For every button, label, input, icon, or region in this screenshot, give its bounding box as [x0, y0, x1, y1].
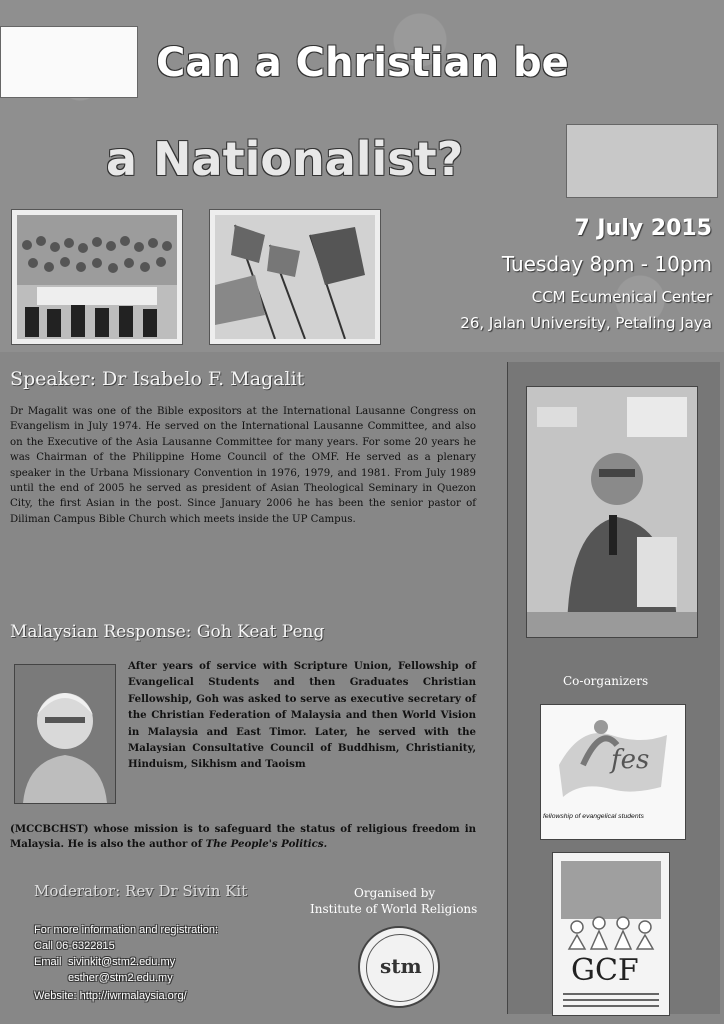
gcf-logo-text: GCF [571, 953, 639, 988]
moderator-heading: Moderator: Rev Dr Sivin Kit [34, 882, 248, 900]
response-bio-full-width [10, 822, 476, 853]
event-date: 7 July 2015 [574, 216, 712, 241]
response-bio-beside-photo: After years of service with Scripture Union, Fellowship of Evangelical Students and then Graduates Christian Fellowship, Goh was asked to serve as executive secretary of the Christian Federation of Malaysia and then World Vision in Malaysia and East Timor. Later, he served with the Malaysian Consultative Council of Buddhism, Christianity, Hinduism, Sikhism and Taoism [128, 660, 476, 771]
response-heading: Malaysian Response: Goh Keat Peng [10, 622, 325, 642]
stm-seal [358, 926, 440, 1008]
organised-by-label: Organised by [354, 886, 436, 900]
flags-photo [210, 210, 380, 344]
contact-website[interactable]: Website: http://iwrmalaysia.org/ [34, 990, 187, 1002]
contact-email-2[interactable]: esther@stm2.edu.my [68, 972, 173, 984]
blank-box-top-left [0, 26, 138, 98]
event-venue: CCM Ecumenical Center [531, 288, 712, 306]
fes-logo-card [540, 704, 686, 840]
poster-title-line2: a Nationalist? [106, 132, 464, 186]
speaker-photo [526, 386, 698, 638]
contact-intro: For more information and registration: [34, 924, 219, 936]
response-bio-tail: (MCCBCHST) whose mission is to safeguard the status of religious freedom in Malaysia. He is also the author of [10, 823, 476, 851]
gcf-logo-card [552, 852, 670, 1016]
book-title: The People's Politics. [205, 838, 328, 851]
speaker-heading: Speaker: Dr Isabelo F. Magalit [10, 368, 305, 390]
event-time: Tuesday 8pm - 10pm [501, 252, 712, 276]
stm-seal-text: stm [380, 954, 422, 978]
contact-email-1[interactable]: sivinkit@stm2.edu.my [68, 956, 176, 968]
respondent-photo [14, 664, 116, 804]
gcf-logo [553, 853, 669, 1015]
blank-box-right [566, 124, 718, 198]
event-address: 26, Jalan University, Petaling Jaya [460, 314, 712, 332]
organiser-name: Institute of World Religions [310, 902, 478, 916]
poster-title-line1: Can a Christian be [156, 40, 569, 86]
fes-logo-text: fes [611, 745, 650, 775]
speaker-bio: Dr Magalit was one of the Bible expositors at the International Lausanne Congress on Evangelism in July 1974. He served on the International Lausanne Committee, and also on the Executive of the Asia Lausanne Committee for many years. For some 20 years he was Chairman of the Philippine Home Council of the OMF. He served as a plenary speaker in the Urbana Missionary Convention in 1976, 1979, and 1981. From July 1989 until the end of 2005 he served as president of Asian Theological Seminary in Quezon City, the first Asian in the post. Since January 2006 he has been the senior pastor of Diliman Campus Bible Church which meets inside the UP Campus. [10, 406, 476, 525]
crowd-photo [12, 210, 182, 344]
contact-phone: Call 06-6322815 [34, 940, 115, 952]
contact-email-label: Email [34, 956, 62, 968]
fes-caption: fellowship of evangelical students [543, 813, 644, 820]
coorganizers-label: Co-organizers [563, 674, 649, 688]
